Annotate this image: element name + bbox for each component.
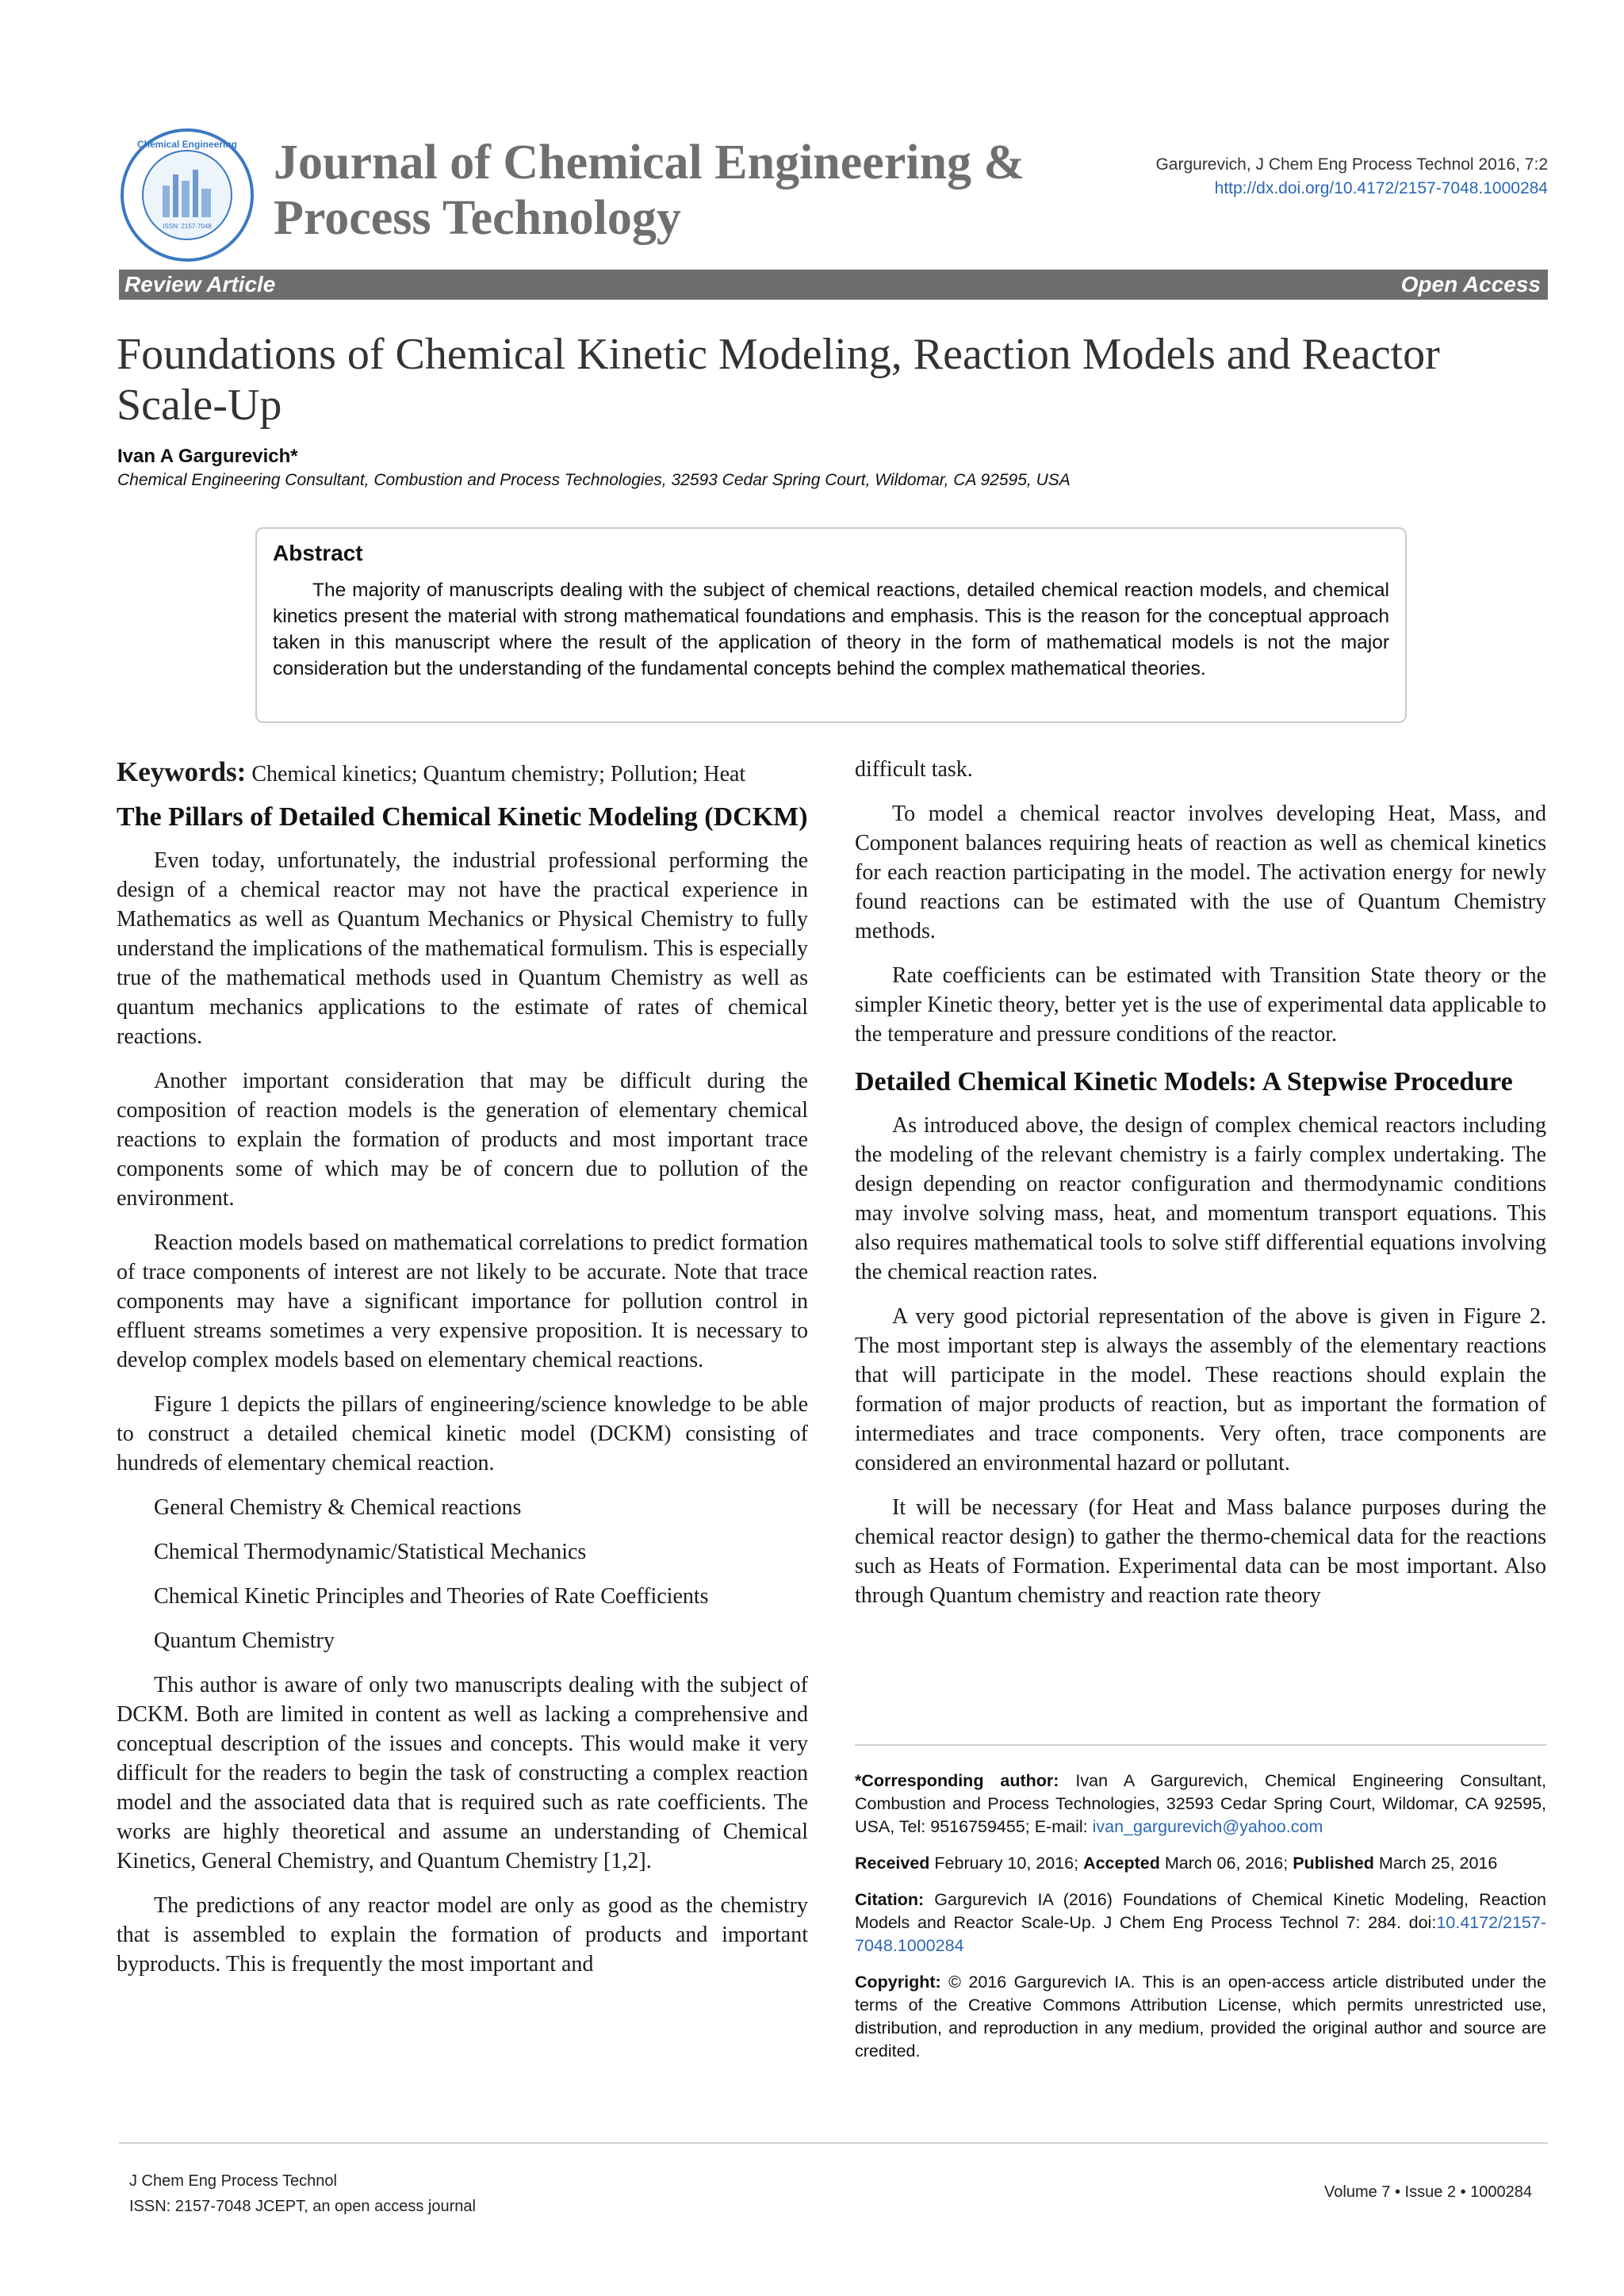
published-date: March 25, 2016 [1378, 1854, 1498, 1873]
header-citation-text: Gargurevich, J Chem Eng Process Technol 2016, 7:2 [1155, 155, 1548, 174]
header-doi-link[interactable]: http://dx.doi.org/10.4172/2157-7048.1000284 [1214, 179, 1548, 197]
abstract-heading: Abstract [273, 541, 363, 565]
pillar-item: General Chemistry & Chemical reactions [154, 1495, 522, 1520]
footnote-block [855, 1744, 1546, 2076]
header-citation [1155, 153, 1548, 201]
abstract-box [255, 527, 1407, 723]
author-affiliation: Chemical Engineering Consultant, Combustion and Process Technologies, 32593 Cedar Spring Court, Wildomar, CA 92595, USA [117, 471, 1071, 489]
paragraph: A very good pictorial representation of the above is given in Figure 2. The most important step is always the assembly of the elementary reactions that will participate in the model. These reactions should explain the formation of major products of reaction, but as important the formation of intermediates and trace components. Very often, trace components are considered an environmental hazard or pollutant. [855, 1304, 1546, 1475]
citation [855, 1888, 1546, 1957]
corresponding-author [855, 1770, 1546, 1839]
received-date: February 10, 2016; [934, 1854, 1079, 1873]
pillar-item: Quantum Chemistry [154, 1628, 335, 1653]
footer-divider [119, 2142, 1548, 2144]
paragraph: difficult task. [855, 757, 973, 782]
keywords-label: Keywords: [117, 756, 247, 787]
paragraph: Reaction models based on mathematical correlations to predict formation of trace components of interest are not likely to be accurate. Note that trace components may have a significant importance for pollution control in effluent streams sometimes a very expensive proposition. It is necessary to develop complex models based on elementary chemical reactions. [117, 1230, 808, 1372]
article-banner [119, 270, 1548, 300]
abstract-text: The majority of manuscripts dealing with the subject of chemical reactions, detailed chemical reaction models, and chemical kinetics present the material with strong mathematical foundations and emphasis. This is the reason for the conceptual approach taken in this manuscript where the result of the application of theory in the form of mathematical models is not the major consideration but the understanding of the fundamental concepts behind the complex mathematical theories. [273, 580, 1389, 679]
paragraph: Rate coefficients can be estimated with Transition State theory or the simpler Kinetic theory, better yet is the use of experimental data applicable to the temperature and pressure conditions of the reactor. [855, 963, 1546, 1047]
pillar-item: Chemical Kinetic Principles and Theories of Rate Coefficients [154, 1584, 709, 1609]
keywords [117, 757, 808, 789]
received-label: Received [855, 1854, 930, 1873]
keywords-list: Chemical kinetics; Quantum chemistry; Pollution; Heat [251, 762, 746, 786]
author-name: Ivan A Gargurevich* [117, 446, 298, 467]
paragraph: It will be necessary (for Heat and Mass balance purposes during the chemical reactor design) to gather the thermo-chemical data for the reactions such as Heats of Formation. Experimental data can be most important. Also through Quantum chemistry and reaction rate theory [855, 1495, 1546, 1608]
footer-journal-abbrev: J Chem Eng Process Technol [129, 2172, 337, 2190]
dates [855, 1852, 1546, 1875]
left-column [117, 757, 808, 1994]
published-label: Published [1293, 1854, 1374, 1873]
corresponding-author-text: Ivan A Gargurevich, Chemical Engineering Consultant, Combustion and Process Technologies, 32593 Cedar Spring Court, Wildomar, CA 92595, USA, Tel: 9516759455; E-mail: [855, 1771, 1546, 1836]
corresponding-author-label: *Corresponding author: [855, 1771, 1059, 1790]
paragraph: As introduced above, the design of complex chemical reactors including the modeling of the relevant chemistry is a fairly complex undertaking. The design depending on reactor configuration and thermodynamic conditions may involve solving mass, heat, and momentum transport equations. This also requires mathematical tools to solve stiff differential equations involving the chemical reaction rates. [855, 1113, 1546, 1284]
logo-issn: ISSN: 2157-7048 [163, 223, 212, 230]
journal-title [274, 135, 1067, 246]
journal-title-line1: Journal of Chemical Engineering & [274, 136, 1025, 189]
pillar-item: Chemical Thermodynamic/Statistical Mechanics [154, 1540, 587, 1564]
copyright [855, 1971, 1546, 2063]
footer-volume-info: Volume 7 • Issue 2 • 1000284 [1324, 2183, 1532, 2201]
paragraph: Even today, unfortunately, the industrial professional performing the design of a chemical reactor may not have the practical experience in Mathematics as well as Quantum Mechanics or Physical Chemistry to fully understand the implications of the mathematical formulism. This is especially true of the mathematical methods used in Quantum Chemistry as well as quantum mechanics applications to the estimate of rates of chemical reactions. [117, 848, 808, 1049]
paragraph: This author is aware of only two manuscripts dealing with the subject of DCKM. Both are limited in content as well as lacking a comprehensive and conceptual description of the issues and concepts. This would make it very difficult for the readers to begin the task of constructing a complex reaction model and the associated data that is required such as rate coefficients. The works are highly theoretical and assume an understanding of Chemical Kinetics, General Chemistry, and Quantum Chemistry [1,2]. [117, 1673, 808, 1873]
footer-journal-info [129, 2168, 476, 2219]
right-column [855, 755, 1546, 1625]
section-heading-pillars: The Pillars of Detailed Chemical Kinetic Modeling (DCKM) [117, 802, 808, 832]
journal-title-line2: Process Technology [274, 191, 681, 245]
email-link[interactable]: ivan_gargurevich@yahoo.com [1092, 1817, 1323, 1836]
footer-issn: ISSN: 2157-7048 JCEPT, an open access journal [129, 2198, 476, 2215]
section-heading-stepwise: Detailed Chemical Kinetic Models: A Stepwise Procedure [855, 1067, 1513, 1096]
paragraph: The predictions of any reactor model are only as good as the chemistry that is assembled to explain the formation of products and important byproducts. This is frequently the most important and [117, 1893, 808, 1976]
journal-logo [119, 127, 255, 263]
svg-text:Chemical Engineering: Chemical Engineering [136, 139, 238, 150]
citation-text: Gargurevich IA (2016) Foundations of Chemical Kinetic Modeling, Reaction Models and Reactor Scale-Up. J Chem Eng Process Technol 7: 284. doi: [855, 1890, 1546, 1932]
accepted-label: Accepted [1083, 1854, 1160, 1873]
copyright-label: Copyright: [855, 1973, 941, 1992]
paragraph: To model a chemical reactor involves developing Heat, Mass, and Component balances requiring heats of reaction as well as chemical kinetics for each reaction participating in the model. The activation energy for newly found reactions can be estimated with the use of Quantum Chemistry methods. [855, 802, 1546, 943]
article-title: Foundations of Chemical Kinetic Modeling, Reaction Models and Reactor Scale-Up [117, 330, 1440, 430]
article-type-label: Review Article [124, 272, 276, 297]
citation-doi-link[interactable]: 10.4172/2157-7048.1000284 [855, 1913, 1546, 1955]
pillars-list [117, 1493, 808, 1655]
paragraph: Another important consideration that may be difficult during the composition of reaction models is the generation of elementary chemical reactions to explain the formation of products and most important trace components some of which may be of concern due to pollution of the environment. [117, 1069, 808, 1211]
citation-label: Citation: [855, 1890, 925, 1909]
copyright-text: © 2016 Gargurevich IA. This is an open-access article distributed under the terms of the Creative Commons Attribution License, which permits unrestricted use, distribution, and reproduction in any medium, provided the original author and source are credited. [855, 1973, 1546, 2061]
open-access-label: Open Access [1400, 272, 1541, 297]
paragraph: Figure 1 depicts the pillars of engineering/science knowledge to be able to construct a detailed chemical kinetic model (DCKM) consisting of hundreds of elementary chemical reaction. [117, 1392, 808, 1475]
accepted-date: March 06, 2016; [1164, 1854, 1289, 1873]
